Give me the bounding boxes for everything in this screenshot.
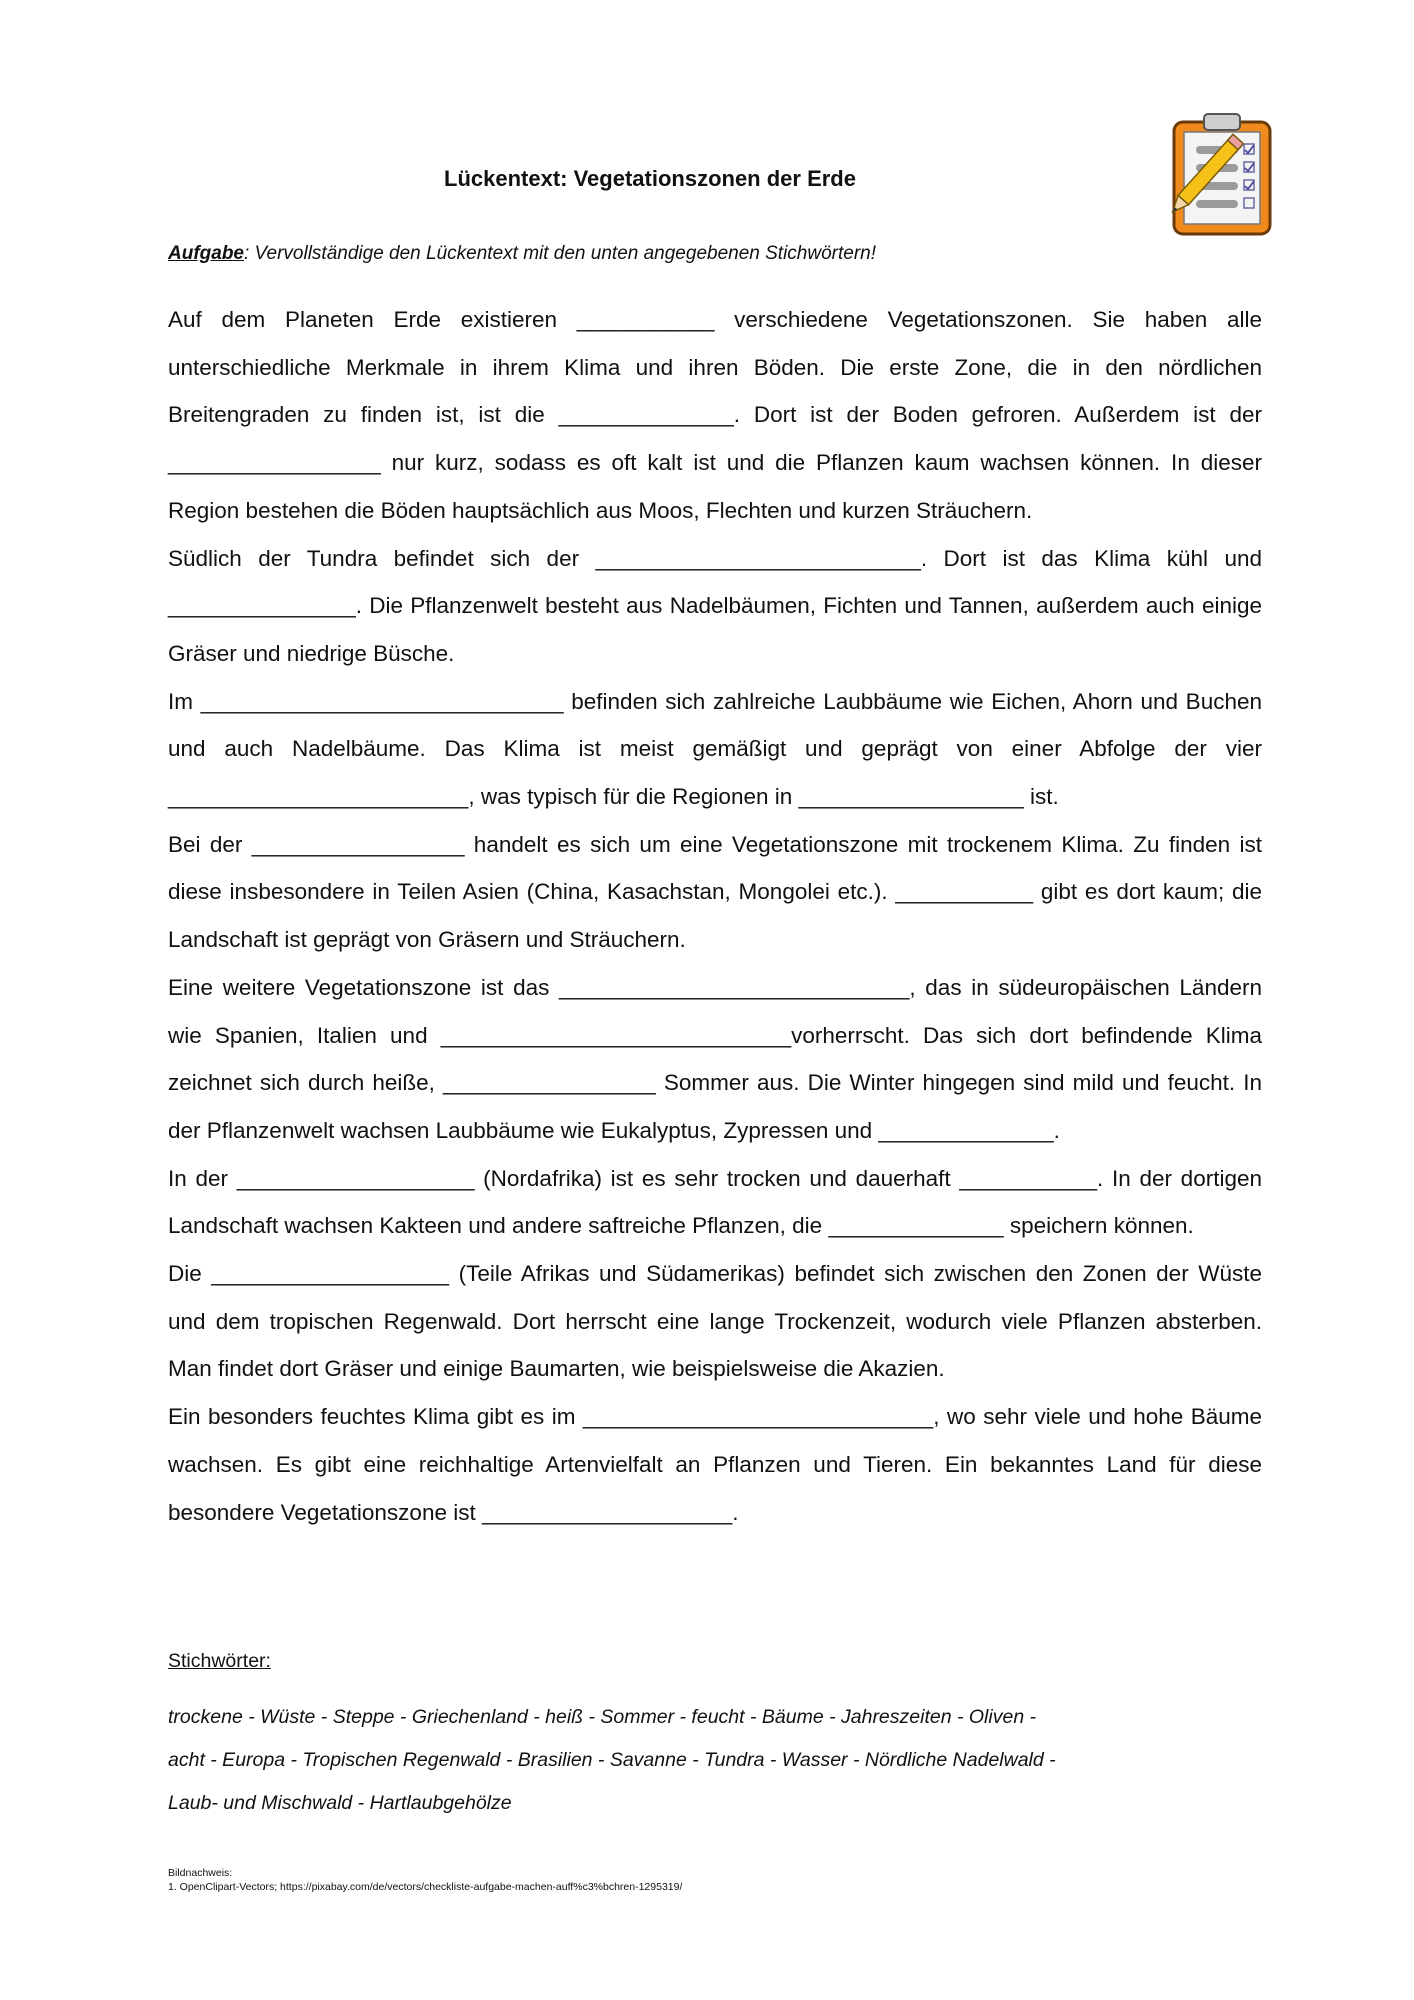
paragraph-hartlaub: Eine weitere Vegetationszone ist das ____________________________, das in südeuropäischen Ländern wie Spanien, Italien und ____________________________vorherrscht. Das sich dort befindende Klima zeichnet sich durch heiße, _________________ Sommer aus. Die Winter hingegen sind mild und feucht. In der Pflanzenwelt wachsen Laubbäume wie Eukalyptus, Zypressen und ______________. (168, 974, 1262, 1143)
keywords-line: Laub- und Mischwald - Hartlaubgehölze (168, 1792, 512, 1814)
image-credits (168, 1866, 682, 1894)
paragraph-mischwald: Im _____________________________ befinden sich zahlreiche Laubbäume wie Eichen, Ahorn und Buchen und auch Nadelbäume. Das Klima ist meist gemäßigt und geprägt von einer Abfolge der vier ________________________, was typisch für die Regionen in __________________ ist. (168, 688, 1262, 810)
credits-heading: Bildnachweis: (168, 1867, 233, 1879)
paragraph-regenwald: Ein besonders feuchtes Klima gibt es im ____________________________, wo sehr viele und hohe Bäume wachsen. Es gibt eine reichhaltige Artenvielfalt an Pflanzen und Tieren. Ein bekanntes Land für diese besondere Vegetationszone ist ____________________. (168, 1404, 1262, 1525)
task-label: Aufgabe (168, 243, 244, 264)
paragraph-steppe: Bei der _________________ handelt es sich um eine Vegetationszone mit trockenem Klima. Zu finden ist diese insbesondere in Teilen Asien (China, Kasachstan, Mongolei etc.). ___________ gibt es dort kaum; die Landschaft ist geprägt von Gräsern und Sträuchern. (168, 831, 1262, 953)
paragraph-nadelwald: Südlich der Tundra befindet sich der __________________________. Dort ist das Klima kühl und _______________. Die Pflanzenwelt besteht aus Nadelbäumen, Fichten und Tannen, außerdem auch einige Gräser und niedrige Büsche. (168, 545, 1262, 666)
keywords-list (168, 1696, 1268, 1825)
cloze-text (168, 296, 1262, 1536)
keywords-line: acht - Europa - Tropischen Regenwald - Brasilien - Savanne - Tundra - Wasser - Nördliche Nadelwald - (168, 1749, 1056, 1771)
paragraph-wueste: In der ___________________ (Nordafrika) ist es sehr trocken und dauerhaft ___________. In der dortigen Landschaft wachsen Kakteen und andere saftreiche Pflanzen, die ______________ speichern können. (168, 1165, 1262, 1239)
page-title: Lückentext: Vegetationszonen der Erde (444, 166, 856, 191)
keywords-line: trockene - Wüste - Steppe - Griechenland - heiß - Sommer - feucht - Bäume - Jahreszeiten - Oliven - (168, 1706, 1037, 1728)
clipboard-checklist-pencil-icon (1160, 110, 1280, 240)
keywords-heading: Stichwörter: (168, 1650, 271, 1672)
paragraph-savanne: Die ___________________ (Teile Afrikas und Südamerikas) befindet sich zwischen den Zonen der Wüste und dem tropischen Regenwald. Dort herrscht eine lange Trockenzeit, wodurch viele Pflanzen absterben. Man findet dort Gräser und einige Baumarten, wie beispielsweise die Akazien. (168, 1261, 1262, 1382)
credits-line: 1. OpenClipart-Vectors; https://pixabay.com/de/vectors/checkliste-aufgabe-machen-auff%c3%bchren-1295319/ (168, 1881, 683, 1893)
paragraph-intro-tundra: Auf dem Planeten Erde existieren ___________ verschiedene Vegetationszonen. Sie haben alle unterschiedliche Merkmale in ihrem Klima und ihren Böden. Die erste Zone, die in den nördlichen Breitengraden zu finden ist, ist die ______________. Dort ist der Boden gefroren. Außerdem ist der _________________ nur kurz, sodass es oft kalt ist und die Pflanzen kaum wachsen können. In dieser Region bestehen die Böden hauptsächlich aus Moos, Flechten und kurzen Sträuchern. (168, 307, 1262, 523)
task-text: : Vervollständige den Lückentext mit den unten angegebenen Stichwörtern! (244, 243, 876, 264)
task-instruction (168, 243, 876, 265)
